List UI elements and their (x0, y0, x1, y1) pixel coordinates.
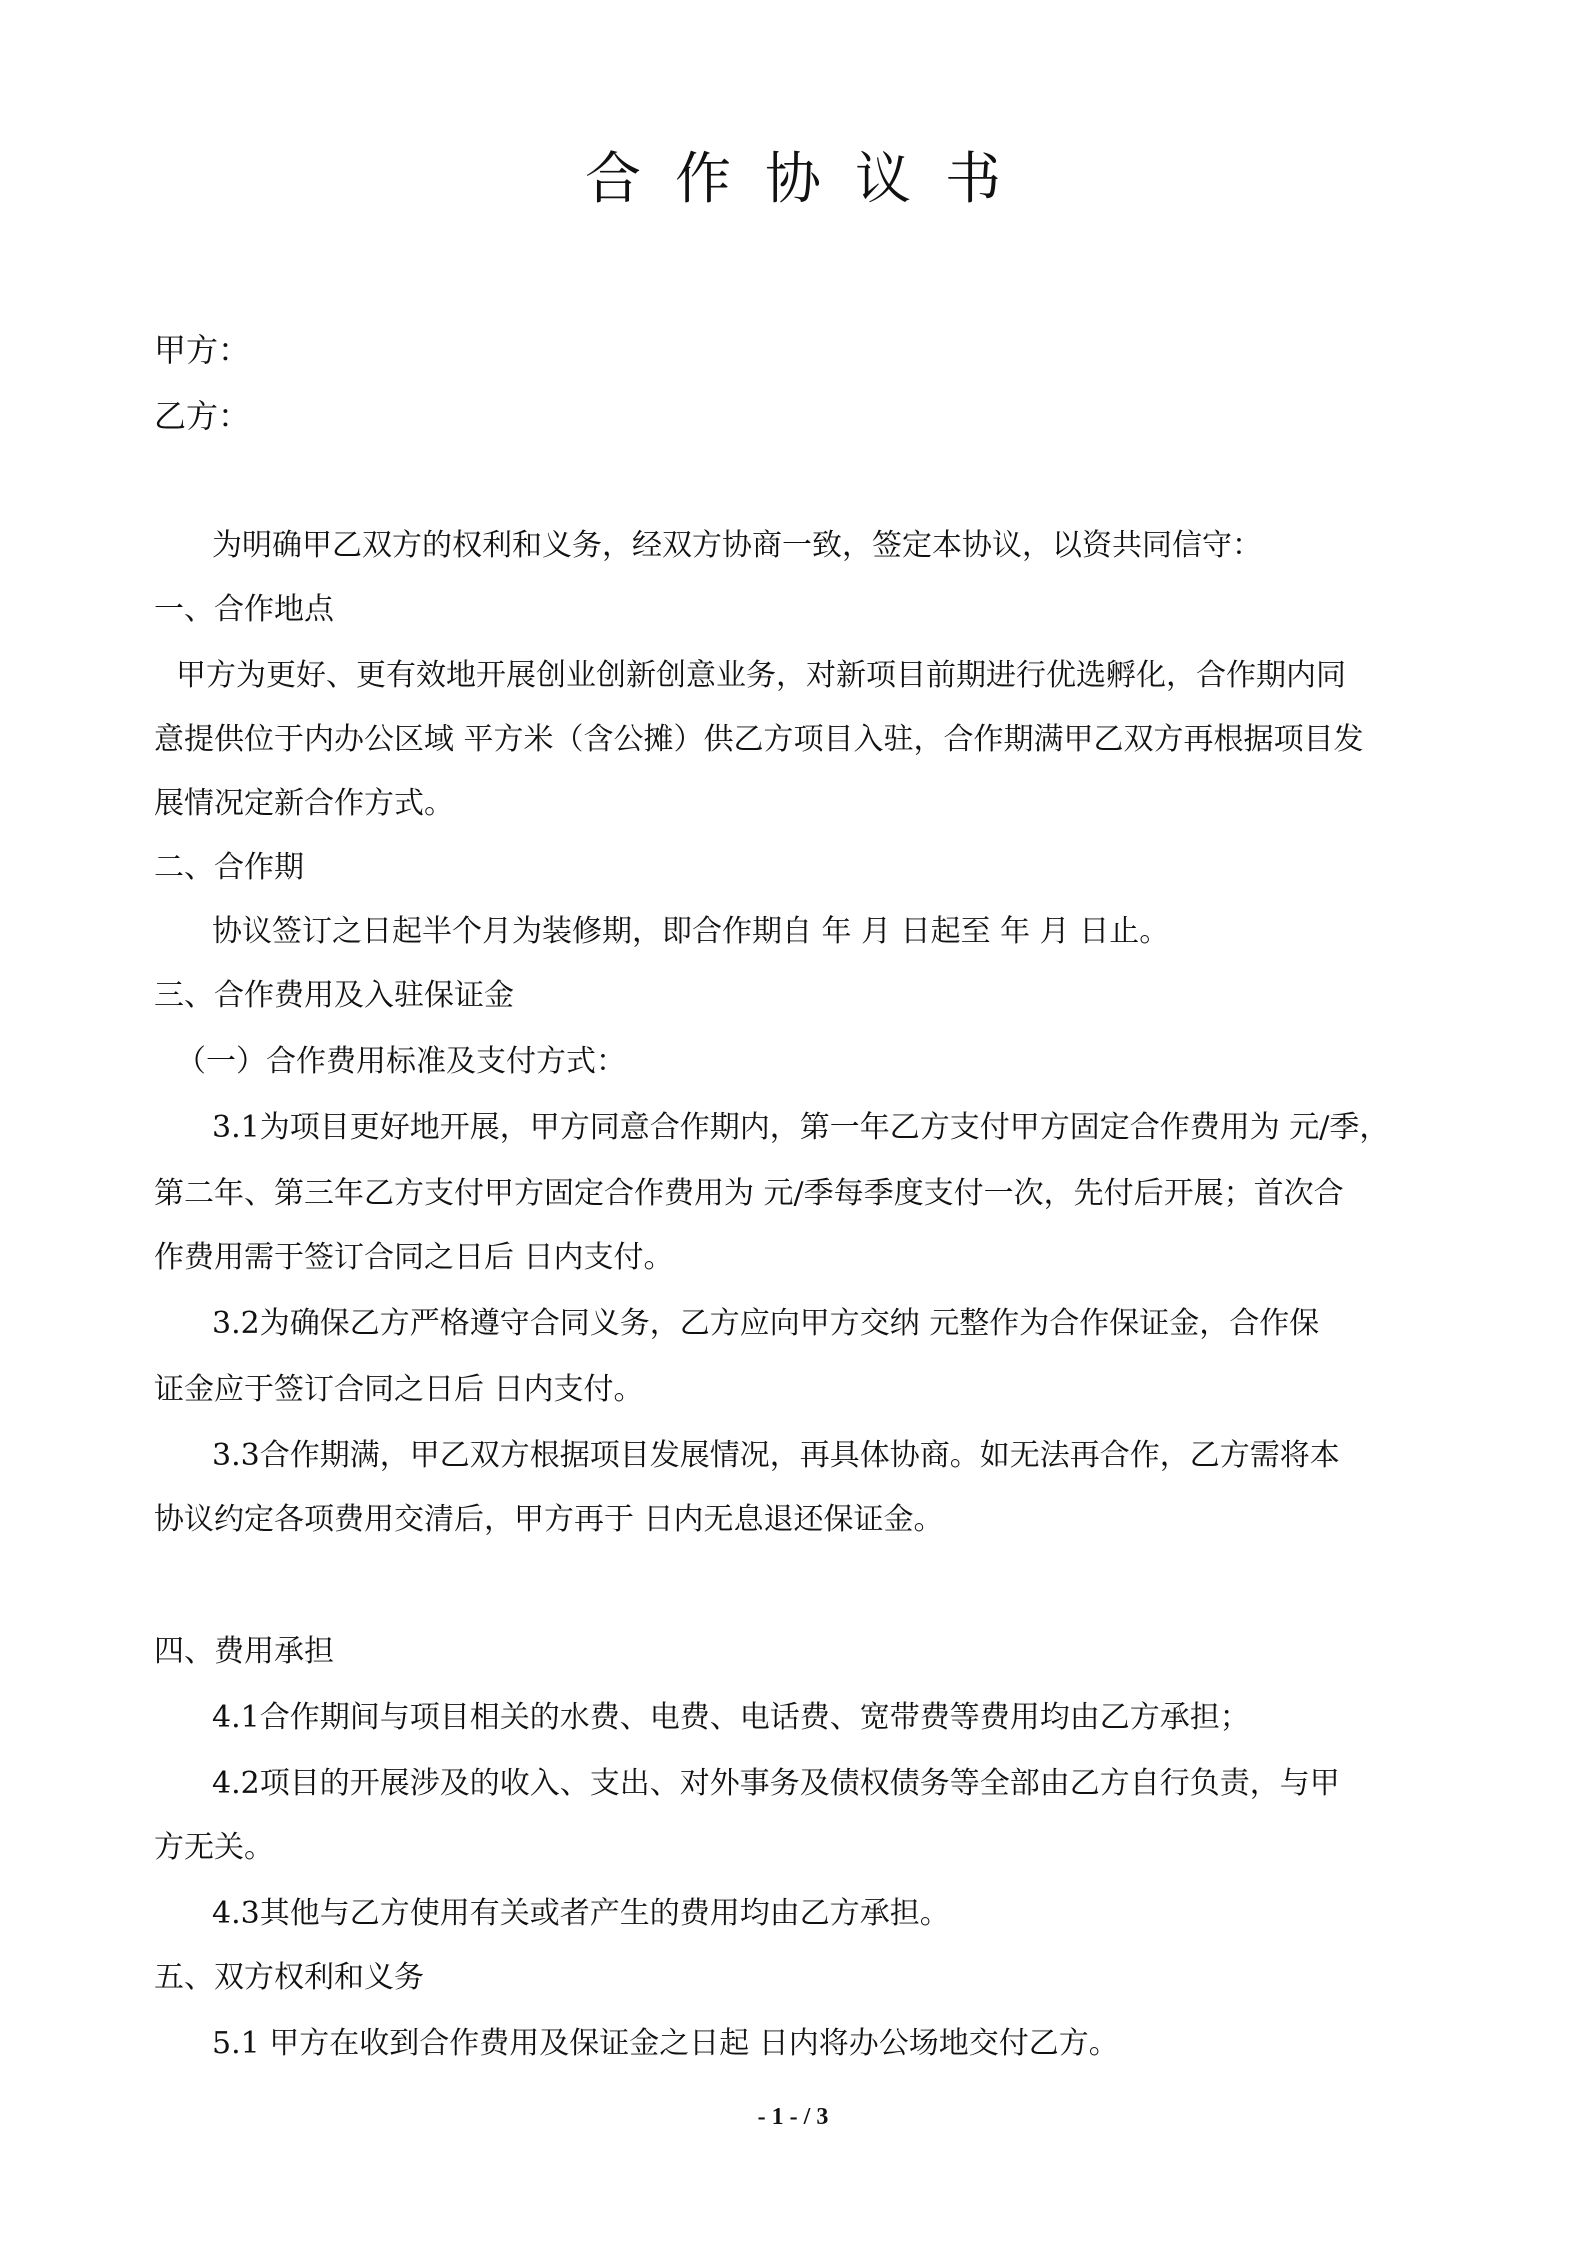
clause-3-2-line: 证金应于签订合同之日后 日内支付。 (154, 1372, 644, 1407)
section-5-heading: 五、双方权利和义务 (154, 1960, 424, 1995)
clause-5-1: 5.1 甲方在收到合作费用及保证金之日起 日内将办公场地交付乙方。 (212, 2026, 1119, 2061)
section-4-heading: 四、费用承担 (154, 1634, 334, 1669)
clause-3-1-line: 3.1为项目更好地开展，甲方同意合作期内，第一年乙方支付甲方固定合作费用为 元/季， (212, 1110, 1390, 1145)
clause-3-2-line: 3.2为确保乙方严格遵守合同义务，乙方应向甲方交纳 元整作为合作保证金，合作保 (212, 1306, 1320, 1341)
section-1-paragraph-line: 甲方为更好、更有效地开展创业创新创意业务，对新项目前期进行优选孵化，合作期内同 (176, 658, 1346, 693)
section-2-paragraph: 协议签订之日起半个月为装修期，即合作期自 年 月 日起至 年 月 日止。 (212, 914, 1170, 949)
page-number: - 1 - / 3 (757, 2104, 829, 2130)
section-1-paragraph-line: 意提供位于内办公区域 平方米（含公摊）供乙方项目入驻，合作期满甲乙双方再根据项目发 (154, 722, 1364, 757)
clause-4-2-line: 方无关。 (154, 1830, 274, 1865)
section-3-subheading: （一）合作费用标准及支付方式： (176, 1044, 626, 1079)
party-b-label: 乙方： (154, 397, 251, 435)
section-2-heading: 二、合作期 (154, 850, 304, 885)
party-a-label: 甲方： (154, 331, 251, 369)
clause-4-2-line: 4.2项目的开展涉及的收入、支出、对外事务及债权债务等全部由乙方自行负责，与甲 (212, 1766, 1340, 1801)
clause-4-3: 4.3其他与乙方使用有关或者产生的费用均由乙方承担。 (212, 1896, 950, 1931)
clause-3-1-line: 作费用需于签订合同之日后 日内支付。 (154, 1240, 674, 1275)
section-1-paragraph-line: 展情况定新合作方式。 (154, 786, 454, 821)
document-title: 合作协议书 (585, 147, 1035, 212)
clause-4-1: 4.1合作期间与项目相关的水费、电费、电话费、宽带费等费用均由乙方承担； (212, 1700, 1250, 1735)
section-3-heading: 三、合作费用及入驻保证金 (154, 978, 514, 1013)
clause-3-3-line: 3.3合作期满，甲乙双方根据项目发展情况，再具体协商。如无法再合作，乙方需将本 (212, 1438, 1340, 1473)
section-1-heading: 一、合作地点 (154, 592, 334, 627)
clause-3-1-line: 第二年、第三年乙方支付甲方固定合作费用为 元/季每季度支付一次，先付后开展；首次合 (154, 1176, 1344, 1211)
clause-3-3-line: 协议约定各项费用交清后，甲方再于 日内无息退还保证金。 (154, 1502, 944, 1537)
preamble: 为明确甲乙双方的权利和义务，经双方协商一致，签定本协议，以资共同信守： (212, 528, 1262, 563)
